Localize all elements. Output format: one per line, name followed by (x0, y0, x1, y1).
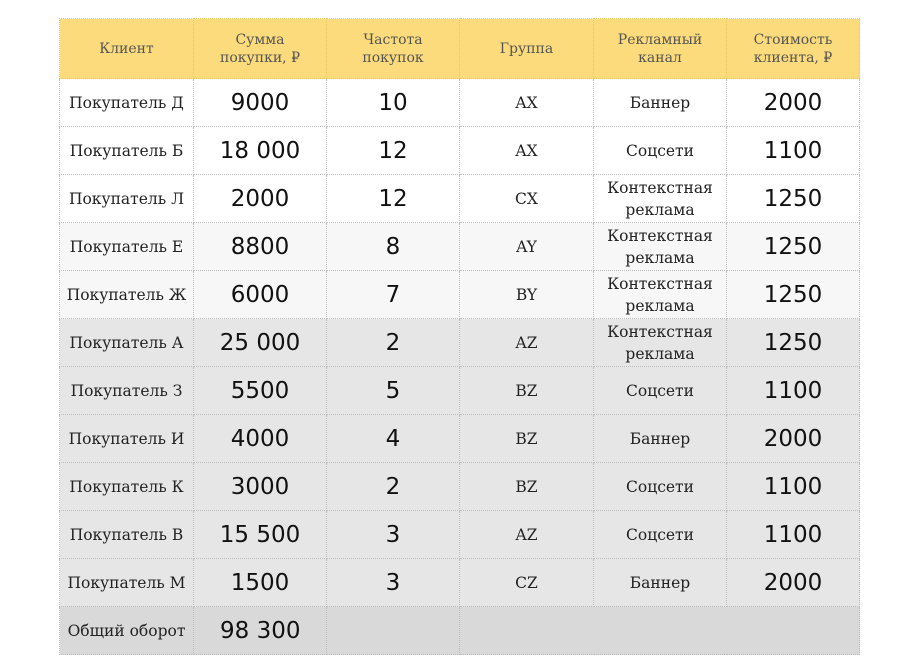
table-row (60, 463, 860, 511)
cell-sum: 2000 (194, 175, 327, 223)
header-channel: Рекламный канал (594, 19, 727, 79)
cell-frequency: 2 (327, 463, 460, 511)
cell-group: AX (460, 79, 594, 127)
table-row (60, 127, 860, 175)
cell-group: AZ (460, 319, 594, 367)
table-row (60, 367, 860, 415)
cell-channel: Контекстная реклама (594, 175, 727, 223)
cell-sum: 15 500 (194, 511, 327, 559)
cell-client: Покупатель Е (60, 223, 194, 271)
cell-group: BZ (460, 463, 594, 511)
cell-cost: 1250 (727, 271, 860, 319)
total-value: 98 300 (194, 607, 327, 655)
cell-sum: 3000 (194, 463, 327, 511)
cell-sum: 5500 (194, 367, 327, 415)
cell-channel: Контекстная реклама (594, 319, 727, 367)
cell-frequency: 4 (327, 415, 460, 463)
cell-sum: 4000 (194, 415, 327, 463)
cell-group: BZ (460, 415, 594, 463)
cell-channel: Баннер (594, 415, 727, 463)
cell-frequency: 8 (327, 223, 460, 271)
cell-frequency: 12 (327, 127, 460, 175)
empty-cell (460, 607, 860, 655)
table-row (60, 511, 860, 559)
cell-cost: 1100 (727, 367, 860, 415)
cell-frequency: 3 (327, 511, 460, 559)
cell-sum: 18 000 (194, 127, 327, 175)
cell-frequency: 3 (327, 559, 460, 607)
header-sum: Сумма покупки, ₽ (194, 19, 327, 79)
cell-channel: Баннер (594, 79, 727, 127)
cell-client: Покупатель А (60, 319, 194, 367)
cell-client: Покупатель В (60, 511, 194, 559)
cell-cost: 1250 (727, 319, 860, 367)
cell-channel: Баннер (594, 559, 727, 607)
cell-channel: Соцсети (594, 367, 727, 415)
table-row (60, 319, 860, 367)
cell-client: Покупатель М (60, 559, 194, 607)
table-row (60, 175, 860, 223)
cell-cost: 2000 (727, 559, 860, 607)
cell-sum: 8800 (194, 223, 327, 271)
cell-group: AX (460, 127, 594, 175)
cell-cost: 1100 (727, 463, 860, 511)
cell-group: AZ (460, 511, 594, 559)
cell-frequency: 12 (327, 175, 460, 223)
table-row (60, 559, 860, 607)
cell-group: CZ (460, 559, 594, 607)
cell-frequency: 2 (327, 319, 460, 367)
cell-client: Покупатель Б (60, 127, 194, 175)
total-row (60, 607, 860, 655)
cell-client: Покупатель З (60, 367, 194, 415)
cell-channel: Соцсети (594, 127, 727, 175)
header-row (60, 19, 860, 79)
cell-channel: Контекстная реклама (594, 271, 727, 319)
cell-group: BZ (460, 367, 594, 415)
cell-group: CX (460, 175, 594, 223)
cell-cost: 1100 (727, 127, 860, 175)
cell-group: BY (460, 271, 594, 319)
cell-sum: 6000 (194, 271, 327, 319)
cell-client: Покупатель Д (60, 79, 194, 127)
header-cost: Стоимость клиента, ₽ (727, 19, 860, 79)
header-frequency: Частота покупок (327, 19, 460, 79)
table-row (60, 415, 860, 463)
total-label: Общий оборот (60, 607, 194, 655)
cell-cost: 2000 (727, 415, 860, 463)
cell-frequency: 5 (327, 367, 460, 415)
cell-sum: 9000 (194, 79, 327, 127)
table-row (60, 271, 860, 319)
cell-frequency: 10 (327, 79, 460, 127)
cell-sum: 1500 (194, 559, 327, 607)
cell-client: Покупатель Ж (60, 271, 194, 319)
cell-client: Покупатель И (60, 415, 194, 463)
cell-client: Покупатель К (60, 463, 194, 511)
cell-channel: Соцсети (594, 463, 727, 511)
cell-cost: 2000 (727, 79, 860, 127)
cell-channel: Контекстная реклама (594, 223, 727, 271)
empty-cell (327, 607, 460, 655)
cell-frequency: 7 (327, 271, 460, 319)
table-row (60, 79, 860, 127)
header-group: Группа (460, 19, 594, 79)
abc-xyz-table (59, 18, 860, 655)
cell-cost: 1250 (727, 223, 860, 271)
cell-group: AY (460, 223, 594, 271)
table-row (60, 223, 860, 271)
cell-sum: 25 000 (194, 319, 327, 367)
cell-client: Покупатель Л (60, 175, 194, 223)
header-client: Клиент (60, 19, 194, 79)
cell-cost: 1250 (727, 175, 860, 223)
cell-cost: 1100 (727, 511, 860, 559)
cell-channel: Соцсети (594, 511, 727, 559)
